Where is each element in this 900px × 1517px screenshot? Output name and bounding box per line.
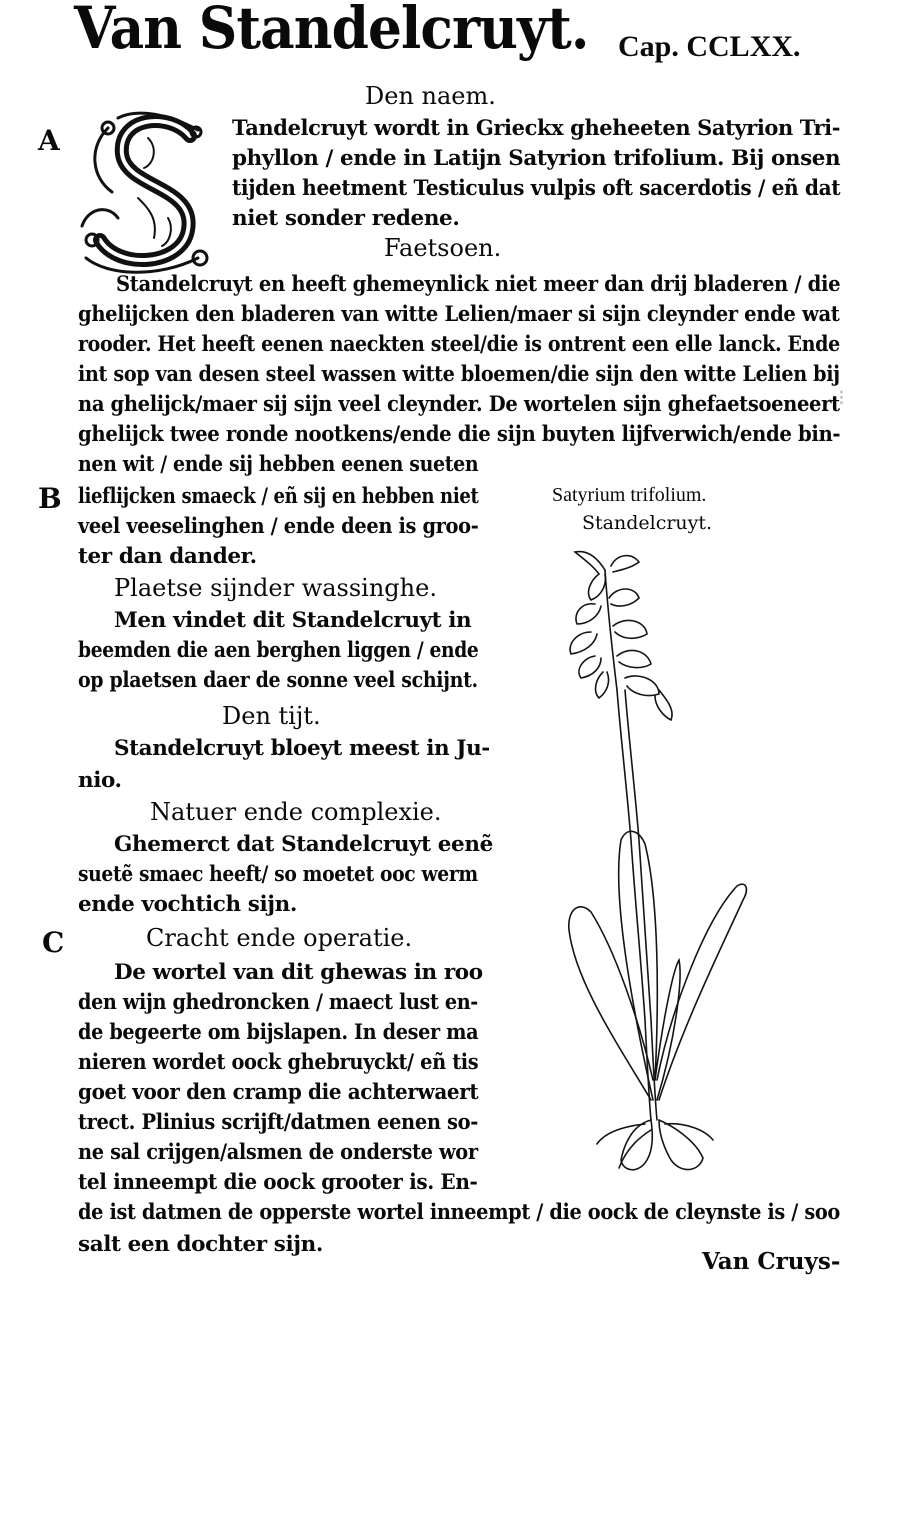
margin-marker-c: C xyxy=(42,926,65,959)
faetsoen-line-3: rooder. Het heeft eenen naeckten steel/die is ontrent een elle lanck. Ende xyxy=(78,332,840,357)
cracht-line-4: nieren wordet oock ghebruyckt/ eñ tis xyxy=(78,1050,479,1075)
natuer-line-3: ende vochtich sijn. xyxy=(78,892,297,917)
section-heading-cracht: Cracht ende operatie. xyxy=(146,924,413,952)
margin-smudge: ⁝ xyxy=(838,386,845,411)
plaetse-line-1: Men vindet dit Standelcruyt in xyxy=(114,608,472,633)
tijt-line-2: nio. xyxy=(78,768,122,793)
cracht-line-1: De wortel van dit ghewas in roo xyxy=(114,960,483,985)
plaetse-line-3: op plaetsen daer de sonne veel schijnt. xyxy=(78,668,478,693)
faetsoen-line-5: na ghelijck/maer sij sijn veel cleynder. De wortelen sijn ghefaetsoeneert xyxy=(78,392,840,417)
section-heading-naem: Den naem. xyxy=(365,82,496,110)
cracht-line-2: den wijn ghedroncken / maect lust en- xyxy=(78,990,478,1015)
faetsoen-line-4: int sop van desen steel wassen witte bloemen/die sijn den witte Lelien bij xyxy=(78,362,840,387)
figure-caption-latin: Satyrium trifolium. xyxy=(552,484,707,506)
naem-line-1: Tandelcruyt wordt in Grieckx gheheeten Satyrion Tri- xyxy=(232,116,841,141)
faetsoen-line-10: ter dan dander. xyxy=(78,544,257,569)
section-heading-faetsoen: Faetsoen. xyxy=(384,234,502,262)
decorated-initial-s-icon xyxy=(78,108,218,276)
margin-marker-a: A xyxy=(38,124,60,157)
faetsoen-line-6: ghelijck twee ronde nootkens/ende die sijn buyten lijfverwich/ende bin- xyxy=(78,422,841,447)
cracht-line-9: de ist datmen de opperste wortel inneempt / die oock de cleynste is / soo xyxy=(78,1200,840,1225)
margin-marker-b: B xyxy=(38,482,62,515)
page-title: Van Standelcruyt. xyxy=(74,0,589,62)
naem-line-4: niet sonder redene. xyxy=(232,206,460,231)
cracht-line-7: ne sal crijgen/alsmen de onderste wor xyxy=(78,1140,478,1165)
chapter-number: Cap. CCLXX. xyxy=(618,30,801,63)
cracht-line-10: salt een dochter sijn. xyxy=(78,1232,323,1257)
natuer-line-2: suetẽ smaec heeft/ so moetet ooc werm xyxy=(78,862,478,887)
orchid-woodcut-icon xyxy=(555,540,755,1180)
naem-line-3: tijden heetment Testiculus vulpis oft sacerdotis / eñ dat xyxy=(232,176,841,201)
cracht-line-8: tel inneempt die oock grooter is. En- xyxy=(78,1170,478,1195)
faetsoen-line-7: nen wit / ende sij hebben eenen sueten xyxy=(78,452,479,477)
plant-illustration xyxy=(555,540,755,1180)
faetsoen-line-1: Standelcruyt en heeft ghemeynlick niet meer dan drij bladeren / die xyxy=(116,272,841,297)
figure-caption-dutch: Standelcruyt. xyxy=(582,512,713,534)
plaetse-line-2: beemden die aen berghen liggen / ende xyxy=(78,638,479,663)
tijt-line-1: Standelcruyt bloeyt meest in Ju- xyxy=(114,736,490,761)
faetsoen-line-8: lieflijcken smaeck / eñ sij en hebben niet xyxy=(78,484,479,509)
cracht-line-3: de begeerte om bijslapen. In deser ma xyxy=(78,1020,479,1045)
decorated-initial xyxy=(78,108,218,276)
cracht-line-5: goet voor den cramp die achterwaert xyxy=(78,1080,479,1105)
natuer-line-1: Ghemerct dat Standelcruyt eenẽ xyxy=(114,832,493,857)
faetsoen-line-2: ghelijcken den bladeren van witte Lelien/maer si sijn cleynder ende wat xyxy=(78,302,840,327)
catchword: Van Cruys- xyxy=(702,1248,841,1275)
naem-line-2: phyllon / ende in Latijn Satyrion trifolium. Bij onsen xyxy=(232,146,841,171)
section-heading-tijt: Den tijt. xyxy=(222,702,321,730)
section-heading-plaetse: Plaetse sijnder wassinghe. xyxy=(114,574,437,602)
cracht-line-6: trect. Plinius scrijft/datmen eenen so- xyxy=(78,1110,478,1135)
faetsoen-line-9: veel veeselinghen / ende deen is groo- xyxy=(78,514,479,539)
section-heading-natuer: Natuer ende complexie. xyxy=(150,798,442,826)
